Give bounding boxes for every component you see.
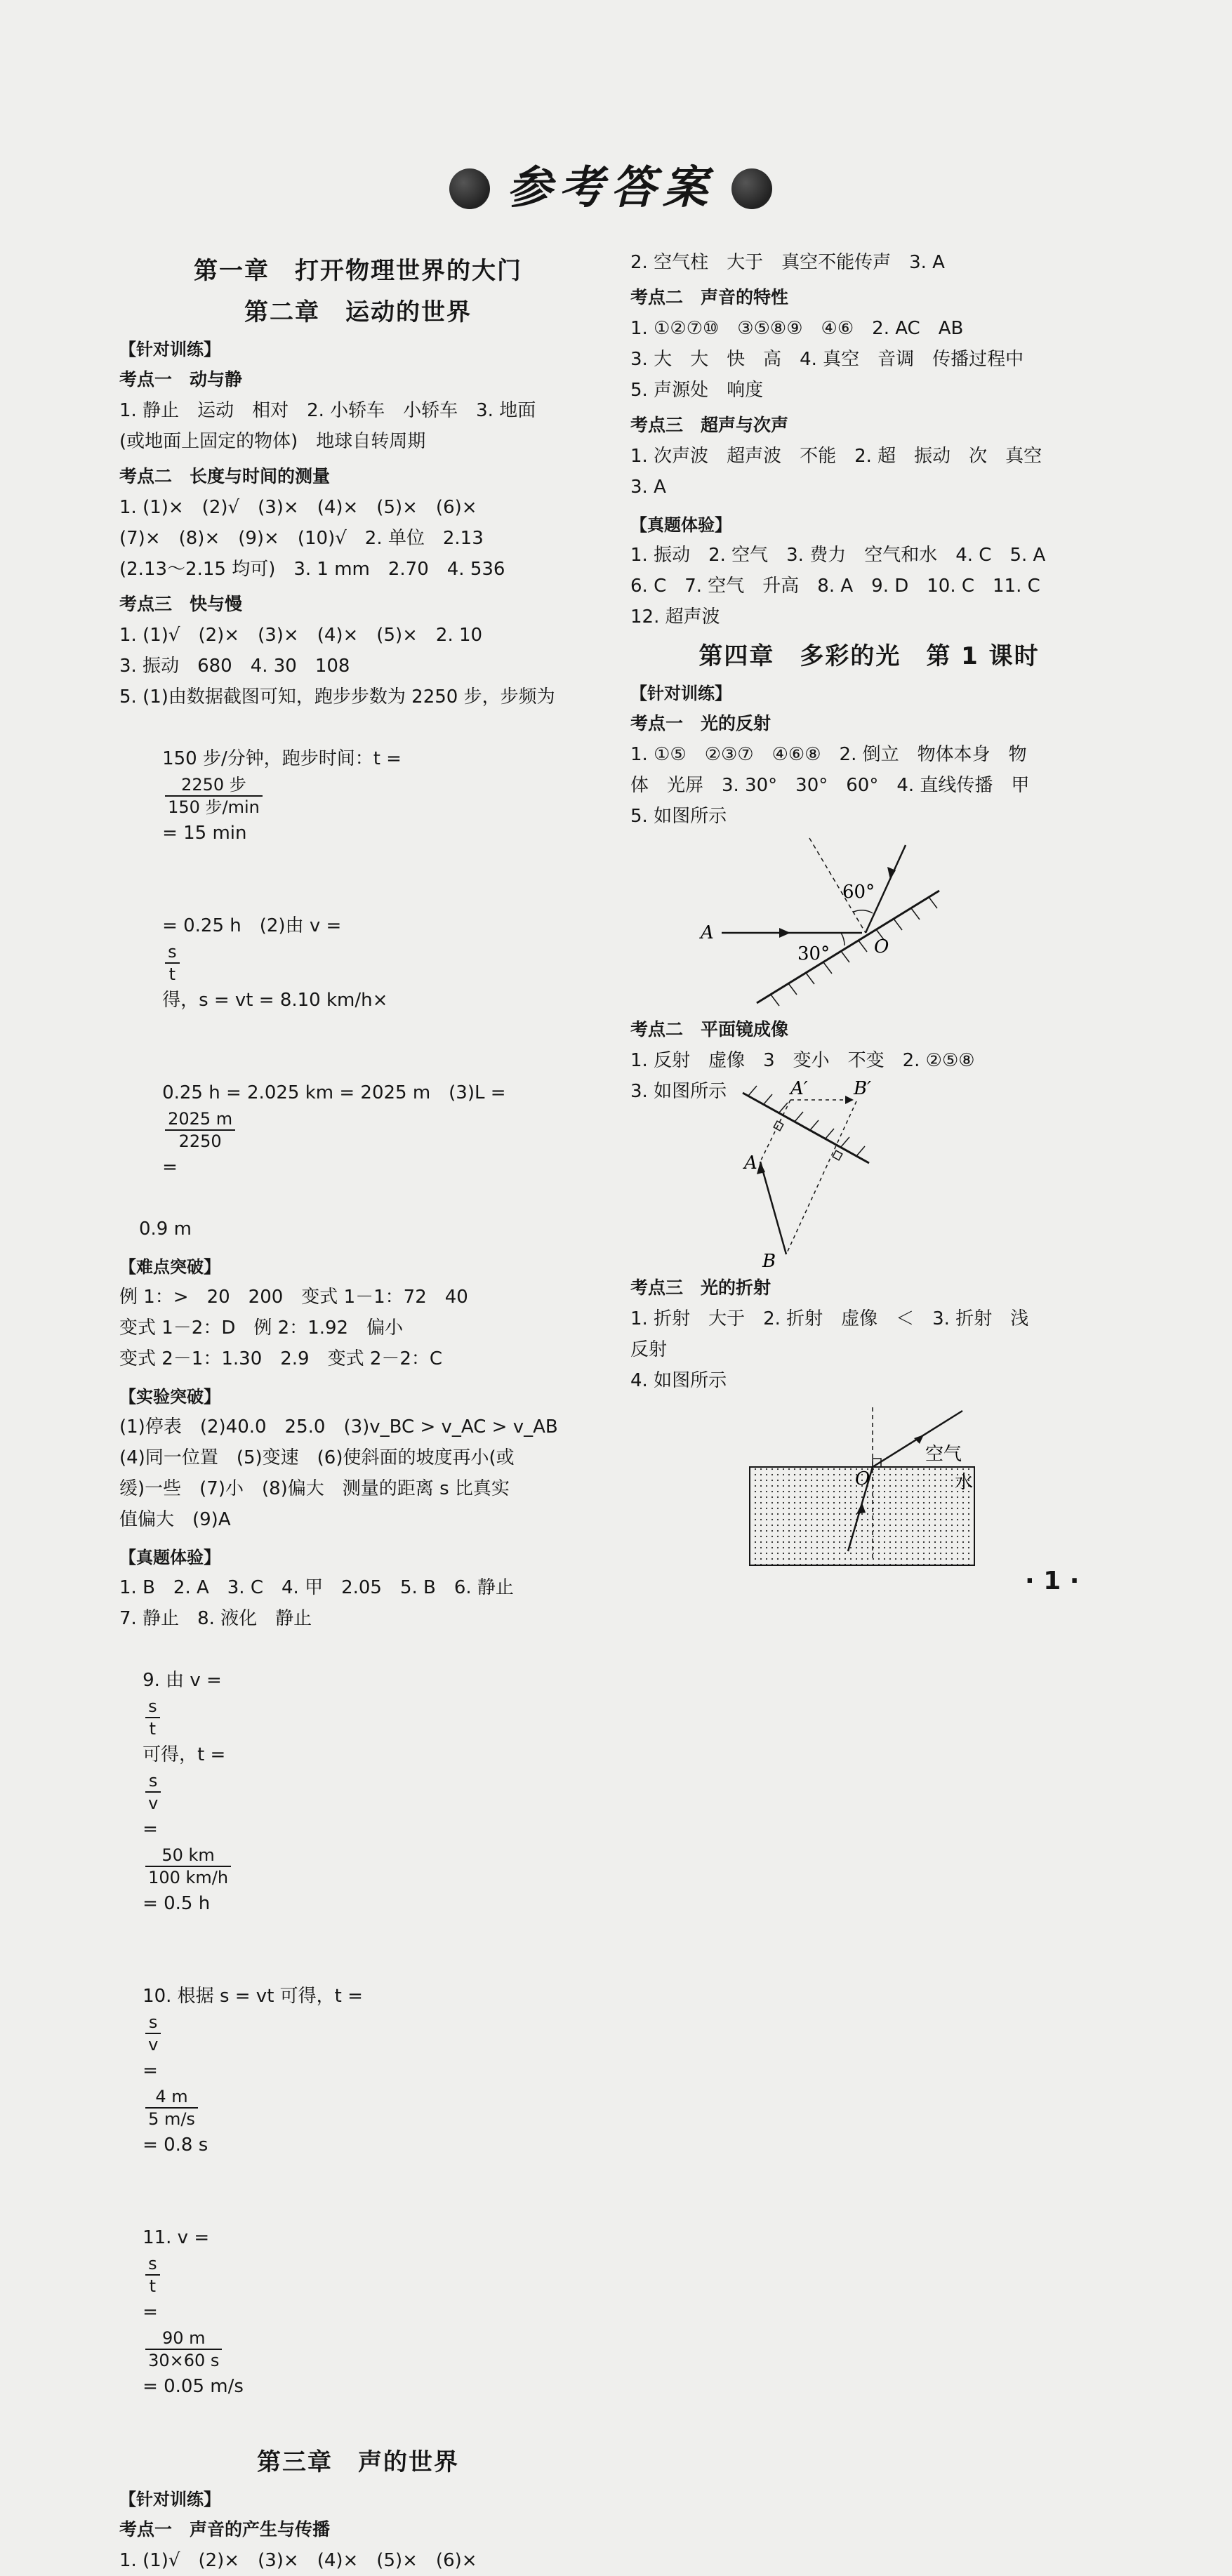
object-line — [760, 1162, 786, 1254]
section-heading: 【真题体验】 — [119, 1548, 220, 1567]
fraction — [145, 1845, 231, 1888]
water-label: 水 — [955, 1472, 974, 1493]
page-title: 参考答案 — [507, 161, 715, 214]
numerator: s — [165, 941, 180, 964]
denominator: 100 km/h — [148, 1868, 229, 1887]
formula-line — [139, 712, 597, 879]
angle-arc — [854, 910, 873, 913]
topic-heading: 考点一 动与静 — [119, 369, 243, 390]
construction-line — [786, 1101, 856, 1254]
numerator: 90 m — [145, 2328, 222, 2350]
text: 得，s = vt = 8.10 km/h× — [162, 990, 388, 1011]
angle-30-label: 30° — [797, 943, 830, 964]
answer-line: (或地面上固定的物体) 地球自转周期 — [119, 431, 426, 452]
answer-line: 3. 如图所示 — [630, 1081, 727, 1102]
header-right-dot — [731, 168, 772, 209]
numerator: 4 m — [145, 2086, 198, 2109]
text: 11. v = — [143, 2227, 210, 2248]
topic-heading: 考点三 快与慢 — [119, 594, 243, 614]
topic-heading: 考点三 光的折射 — [630, 1277, 771, 1298]
page-number: · 1 · — [1025, 1567, 1080, 1595]
fraction — [165, 774, 263, 818]
fraction — [145, 2012, 161, 2055]
arrow-icon — [845, 1096, 854, 1104]
formula-line — [119, 1634, 597, 1950]
text: 0.25 h = 2.025 km = 2025 m (3)L = — [162, 1082, 506, 1103]
answer-line: 1. 振动 2. 空气 3. 费力 空气和水 4. C 5. A — [630, 545, 1046, 566]
right-angle-mark — [774, 1121, 783, 1131]
answer-line: 6. C 7. 空气 升高 8. A 9. D 10. C 11. C — [630, 576, 1040, 597]
topic-heading: 考点二 平面镜成像 — [630, 1019, 789, 1040]
answer-line: 3. 大 大 快 高 4. 真空 音调 传播过程中 — [630, 349, 1024, 370]
denominator: v — [148, 1793, 159, 1813]
right-angle-mark — [833, 1150, 842, 1160]
numerator: 2025 m — [165, 1108, 235, 1131]
text: = 15 min — [162, 823, 247, 844]
section-heading: 【针对训练】 — [119, 340, 220, 359]
section-heading: 【真题体验】 — [630, 515, 731, 535]
image-b-label: B′ — [854, 1079, 872, 1099]
reflection-diagram — [630, 835, 1108, 1010]
text: 150 步/分钟，跑步时间：t = — [162, 748, 402, 769]
text: 10. 根据 s = vt 可得，t = — [143, 1986, 363, 2007]
topic-heading: 考点一 光的反射 — [630, 713, 771, 733]
chapter-3-title: 第三章 声的世界 — [257, 2448, 459, 2476]
answer-line: 1. 折射 大于 2. 折射 虚像 ＜ 3. 折射 浅 — [630, 1308, 1029, 1329]
air-label: 空气 — [925, 1444, 962, 1465]
angle-arc — [841, 933, 844, 945]
denominator: 5 m/s — [148, 2109, 195, 2129]
section-heading: 【针对训练】 — [630, 684, 731, 703]
answer-line: 变式 2－1：1.30 2.9 变式 2－2：C — [119, 1348, 443, 1369]
point-b-label: B — [762, 1251, 776, 1268]
formula-line — [139, 1047, 597, 1214]
text: 9. 由 v = — [143, 1670, 222, 1691]
answer-line: 例 1：> 20 200 变式 1－1：72 40 — [119, 1287, 468, 1308]
image-a-label: A′ — [790, 1079, 808, 1099]
chapter-4-title: 第四章 多彩的光 第 1 课时 — [698, 642, 1040, 670]
denominator: 30×60 s — [148, 2351, 220, 2370]
answer-line: 1. 静止 运动 相对 2. 小轿车 小轿车 3. 地面 — [119, 400, 536, 421]
answer-line: 7. 静止 8. 液化 静止 — [119, 1608, 312, 1629]
answer-line: (2.13～2.15 均可) 3. 1 mm 2.70 4. 536 — [119, 559, 505, 580]
answer-line: 1. ①②⑦⑩ ③⑤⑧⑨ ④⑥ 2. AC AB — [630, 318, 964, 339]
formula-line — [139, 879, 597, 1047]
formula-line — [119, 1950, 597, 2191]
numerator: s — [145, 1770, 161, 1793]
answer-line: 12. 超声波 — [630, 606, 720, 628]
denominator: v — [148, 2035, 159, 2054]
plane-mirror-diagram — [630, 1079, 1108, 1268]
text: = 0.25 h (2)由 v = — [162, 915, 342, 936]
header-left-dot — [449, 168, 490, 209]
arrow-icon — [779, 928, 790, 938]
fraction — [145, 2328, 222, 2371]
point-a-label: A — [701, 922, 714, 943]
answer-line: 5. (1)由数据截图可知，跑步步数为 2250 步，步频为 — [119, 686, 555, 708]
topic-heading: 考点二 声音的特性 — [630, 287, 789, 307]
answer-line: 5. 如图所示 — [630, 806, 727, 827]
right-column — [630, 247, 1108, 1572]
fraction — [145, 1696, 160, 1739]
left-column — [119, 247, 597, 2576]
refraction-diagram — [630, 1400, 1108, 1569]
answer-line: (7)× (8)× (9)× (10)√ 2. 单位 2.13 — [119, 528, 484, 549]
denominator: 150 步/min — [168, 797, 260, 817]
fraction — [165, 941, 180, 985]
answer-line: 5. 声源处 响度 — [630, 380, 764, 401]
text: = 0.5 h — [143, 1893, 211, 1914]
text: = 0.05 m/s — [143, 2376, 244, 2397]
answer-header — [449, 160, 772, 216]
angle-60-label: 60° — [842, 882, 875, 903]
arrow-icon — [757, 1162, 765, 1174]
answer-line: 1. B 2. A 3. C 4. 甲 2.05 5. B 6. 静止 — [119, 1577, 514, 1598]
answer-line: 1. (1)× (2)√ (3)× (4)× (5)× (6)× — [119, 497, 477, 518]
construction-line — [760, 1100, 790, 1162]
mirror-surface — [743, 1093, 869, 1163]
section-heading: 【实验突破】 — [119, 1387, 220, 1407]
answer-line: (1)停表 (2)40.0 25.0 (3)v_BC > v_AC > v_AB — [119, 1416, 558, 1438]
numerator: s — [145, 2253, 160, 2276]
answer-line: 0.9 m — [139, 1219, 192, 1240]
topic-heading: 考点一 声音的产生与传播 — [119, 2519, 331, 2540]
answer-line: 1. (1)√ (2)× (3)× (4)× (5)× 2. 10 — [119, 625, 483, 646]
chapter-2-title: 第二章 运动的世界 — [244, 298, 472, 326]
numerator: 2250 步 — [165, 774, 263, 797]
answer-line: 体 光屏 3. 30° 30° 60° 4. 直线传播 甲 — [630, 775, 1030, 796]
answer-line: 反射 — [630, 1339, 668, 1360]
point-a-label: A — [744, 1153, 757, 1174]
denominator: t — [149, 1719, 157, 1739]
numerator: 50 km — [145, 1845, 231, 1867]
point-o-label: O — [855, 1468, 870, 1489]
text: = — [162, 1157, 178, 1178]
answer-line: (4)同一位置 (5)变速 (6)使斜面的坡度再小(或 — [119, 1447, 515, 1468]
answer-line: 缓)一些 (7)小 (8)偏大 测量的距离 s 比真实 — [119, 1478, 510, 1499]
answer-line: 4. 如图所示 — [630, 1370, 727, 1391]
text: = 0.8 s — [143, 2135, 208, 2156]
numerator: s — [145, 2012, 161, 2034]
formula-line — [119, 2191, 597, 2433]
section-heading: 【难点突破】 — [119, 1257, 220, 1277]
topic-heading: 考点三 超声与次声 — [630, 415, 789, 435]
text: = — [143, 1819, 158, 1840]
mirror-surface — [757, 891, 939, 1003]
arrow-icon — [914, 1435, 924, 1444]
denominator: 2250 — [178, 1131, 222, 1151]
point-o-label: O — [874, 936, 889, 957]
numerator: s — [145, 1696, 160, 1718]
answer-line: 3. A — [630, 477, 666, 498]
fraction — [145, 2253, 160, 2297]
fraction — [165, 1108, 235, 1152]
denominator: t — [149, 2276, 157, 2296]
text: = — [143, 2302, 158, 2323]
answer-line: 1. 次声波 超声波 不能 2. 超 振动 次 真空 — [630, 446, 1042, 467]
answer-line: 3. 振动 680 4. 30 108 — [119, 656, 350, 677]
answer-line: 变式 1－2：D 例 2：1.92 偏小 — [119, 1317, 404, 1339]
answer-line: 值偏大 (9)A — [119, 1509, 231, 1530]
text: = — [143, 2060, 158, 2081]
fraction — [145, 2086, 198, 2130]
section-heading: 【针对训练】 — [119, 2490, 220, 2509]
answer-line: 2. 空气柱 大于 真空不能传声 3. A — [630, 252, 945, 273]
answer-line: 1. ①⑤ ②③⑦ ④⑥⑧ 2. 倒立 物体本身 物 — [630, 744, 1027, 765]
answer-line: 1. 反射 虚像 3 变小 不变 2. ②⑤⑧ — [630, 1050, 975, 1071]
answer-line: 1. (1)√ (2)× (3)× (4)× (5)× (6)× — [119, 2550, 477, 2571]
topic-heading: 考点二 长度与时间的测量 — [119, 466, 331, 486]
chapter-1-title: 第一章 打开物理世界的大门 — [194, 257, 522, 285]
text: 可得，t = — [143, 1744, 226, 1765]
denominator: t — [168, 964, 176, 984]
fraction — [145, 1770, 161, 1814]
